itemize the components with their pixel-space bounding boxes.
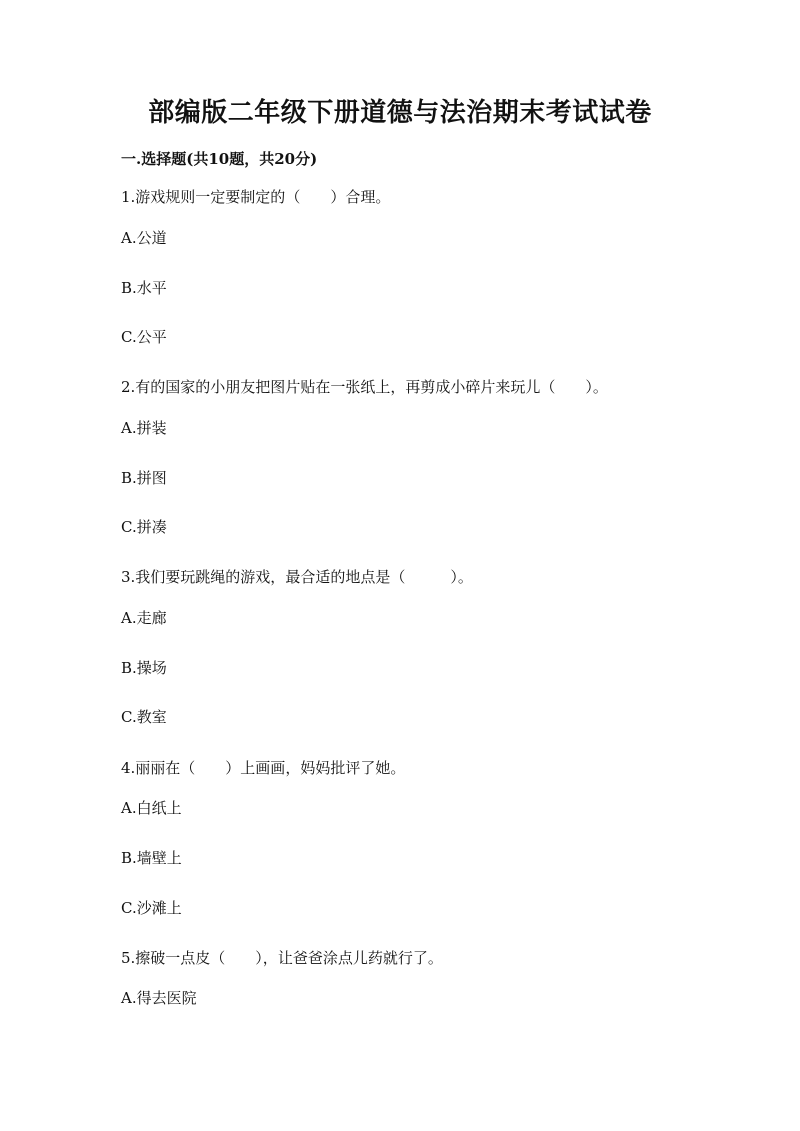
question-2-option-b: B.拼图 <box>121 469 167 487</box>
question-4-stem: 4.丽丽在（ ）上画画，妈妈批评了她。 <box>121 759 406 777</box>
question-4-option-b: B.墙壁上 <box>121 849 182 867</box>
question-1-stem: 1.游戏规则一定要制定的（ ）合理。 <box>121 188 391 206</box>
question-1-option-a: A.公道 <box>121 229 167 247</box>
page-title: 部编版二年级下册道德与法治期末考试试卷 <box>148 98 652 128</box>
question-2-option-c: C.拼凑 <box>121 518 167 536</box>
question-3-stem: 3.我们要玩跳绳的游戏，最合适的地点是（ ）。 <box>121 568 473 586</box>
question-3-option-c: C.教室 <box>121 708 167 726</box>
question-2-option-a: A.拼装 <box>121 419 167 437</box>
question-4-option-a: A.白纸上 <box>121 799 182 817</box>
section-heading: 一.选择题(共10题，共20分) <box>121 150 318 168</box>
question-3-option-b: B.操场 <box>121 659 167 677</box>
question-5-stem: 5.擦破一点皮（ ），让爸爸涂点儿药就行了。 <box>121 949 443 967</box>
question-1-option-c: C.公平 <box>121 328 167 346</box>
question-4-option-c: C.沙滩上 <box>121 899 182 917</box>
question-1-option-b: B.水平 <box>121 279 167 297</box>
question-2-stem: 2.有的国家的小朋友把图片贴在一张纸上，再剪成小碎片来玩儿（ ）。 <box>121 378 608 396</box>
question-5-option-a: A.得去医院 <box>121 989 197 1007</box>
question-3-option-a: A.走廊 <box>121 609 167 627</box>
